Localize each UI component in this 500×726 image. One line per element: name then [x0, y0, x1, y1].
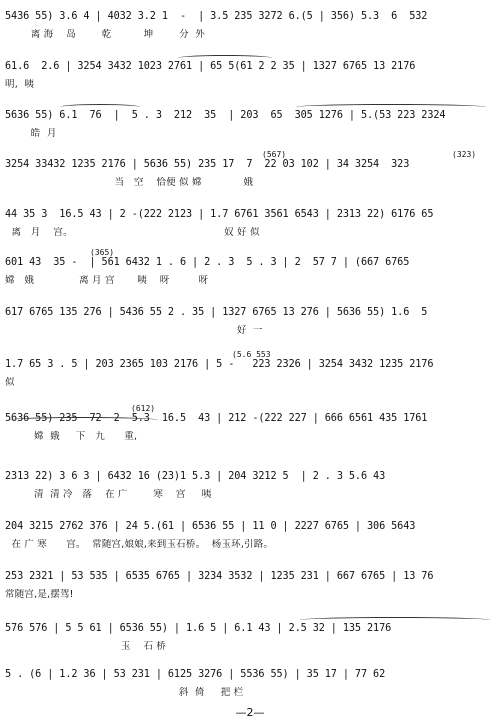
- lyric-line: 好 一: [5, 325, 263, 336]
- overnote: (323): [452, 150, 477, 159]
- notation-line: 44 35 3 16.5 43 | 2 -(222 2123 | 1.7 6761 3561 6543 | 2313 22) 6176 65: [5, 209, 434, 220]
- notation-line: 253 2321 | 53 535 | 6535 6765 | 3234 3532 | 1235 231 | 667 6765 | 13 76: [5, 571, 434, 582]
- notation-line: 576 576 | 5 5 61 | 6536 55) | 1.6 5 | 6.1 43 | 2.5 32 | 135 2176: [5, 623, 392, 634]
- notation-line: 601 43 35 - | 561 6432 1 . 6 | 2 . 3 5 . 3 | 2 57 7 | (667 6765: [5, 257, 410, 268]
- slur-mark: [8, 417, 158, 423]
- lyric-line: 常随宫,是,摆驾!: [5, 589, 74, 600]
- lyric-line: 明, 咦: [5, 79, 35, 90]
- overnote: (567): [262, 150, 287, 159]
- score-row: [0, 248, 500, 292]
- notation-line: 61.6 2.6 | 3254 3432 1023 2761 | 65 5(61 2 2 35 | 1327 6765 13 2176: [5, 61, 416, 72]
- lyric-line: 嫦 娥 离 月 宫 咦 呀 呀: [5, 275, 209, 286]
- overnote: (365): [90, 248, 115, 257]
- overnote: (612): [131, 404, 156, 413]
- score-row: [0, 200, 500, 244]
- slur-mark: [296, 104, 486, 110]
- overnote: (5.6 553: [232, 350, 271, 359]
- notation-line: 5436 55) 3.6 4 | 4032 3.2 1 - | 3.5 235 3272 6.(5 | 356) 5.3 6 532: [5, 11, 428, 22]
- notation-line: 5636 55) 235 72 2 5.3 16.5 43 | 212 -(222 227 | 666 6561 435 1761: [5, 413, 428, 424]
- lyric-line: 似: [5, 377, 15, 388]
- lyric-line: 玉 石 桥: [5, 641, 167, 652]
- score-row: [0, 404, 500, 448]
- score-row: [0, 462, 500, 506]
- lyric-line: 离 海 岛 乾 坤 分 外: [5, 29, 205, 40]
- lyric-line: 离 月 宫。 奴 好 似: [5, 227, 260, 238]
- page-number: —2—: [235, 706, 265, 719]
- slur-mark: [178, 55, 272, 61]
- notation-line: 617 6765 135 276 | 5436 55 2 . 35 | 1327 6765 13 276 | 5636 55) 1.6 5: [5, 307, 428, 318]
- score-row: [0, 512, 500, 556]
- notation-line: 204 3215 2762 376 | 24 5.(61 | 6536 55 | 11 0 | 2227 6765 | 306 5643: [5, 521, 416, 532]
- notation-line: 3254 33432 1235 2176 | 5636 55) 235 17 7 22 03 102 | 34 3254 323: [5, 159, 410, 170]
- score-row: [0, 660, 500, 704]
- notation-line: 5636 55) 6.1 76 | 5 . 3 212 35 | 203 65 305 1276 | 5.(53 223 2324: [5, 110, 446, 121]
- lyric-line: 皓 月: [5, 128, 57, 139]
- score-row: [0, 562, 500, 606]
- score-row: [0, 2, 500, 46]
- slur-mark: [60, 104, 140, 110]
- slur-mark: [300, 617, 490, 623]
- lyric-line: 嫦 娥 下 九 重,: [5, 431, 138, 442]
- notation-line: 1.7 65 3 . 5 | 203 2365 103 2176 | 5 - 223 2326 | 3254 3432 1235 2176: [5, 359, 434, 370]
- lyric-line: 在 广 寒 宫。 常随宫,娘娘,来到玉石桥。 杨玉环,引路。: [5, 539, 274, 550]
- lyric-line: 清 清 冷 落 在 广 寒 宫 咦: [5, 489, 212, 500]
- notation-line: 5 . (6 | 1.2 36 | 53 231 | 6125 3276 | 5536 55) | 35 17 | 77 62: [5, 669, 386, 680]
- score-row: [0, 350, 500, 394]
- lyric-line: 斜 倚 把 栏: [5, 687, 244, 698]
- score-row: [0, 298, 500, 342]
- score-row: [0, 150, 500, 194]
- notation-line: 2313 22) 3 6 3 | 6432 16 (23)1 5.3 | 204 3212 5 | 2 . 3 5.6 43: [5, 471, 386, 482]
- lyric-line: 当 空 恰便 似 嫦 娥: [5, 177, 254, 188]
